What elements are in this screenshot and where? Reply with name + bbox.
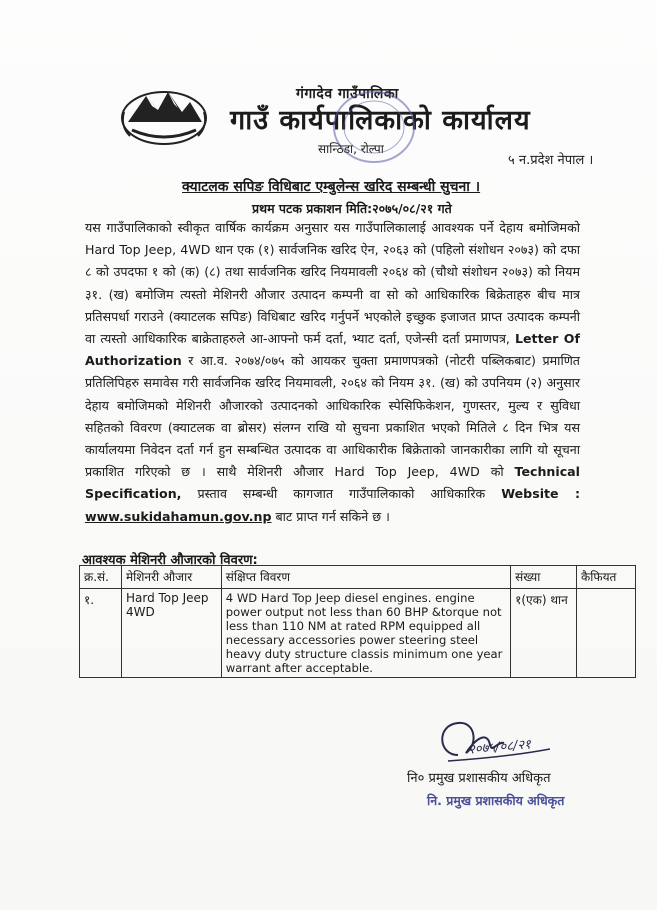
cell-remarks [577, 589, 636, 678]
office-stamp-seal [330, 88, 418, 166]
cell-description: 4 WD Hard Top Jeep diesel engines. engine power output not less than 60 BHP &torque not less than 110 NM at rated RPM equipped all necessary accessories power steering steel heavy duty structure classis minimum one year warrant after acceptable. [221, 589, 510, 678]
signature-date: २०७५/०८/२१ [467, 737, 532, 758]
header-description: संक्षिप्त विवरण [221, 566, 510, 589]
website-link[interactable]: www.sukidahamun.gov.np [85, 508, 272, 524]
cell-sn: १. [80, 589, 122, 678]
notice-paragraph-3: प्रस्ताव सम्बन्धी कागजात गाउँपालिकाको आधिकारिक [197, 486, 486, 502]
cell-item: Hard Top Jeep 4WD [121, 589, 221, 678]
machinery-table [79, 565, 636, 678]
table-header-row [80, 566, 636, 589]
notice-body [85, 217, 580, 528]
province-label: ५ न.प्रदेश नेपाल । [508, 153, 594, 168]
header-item: मेशिनरी औजार [121, 566, 221, 589]
office-location: सान्ठिडा, रोल्पा [318, 142, 384, 156]
cell-quantity: १(एक) थान [511, 589, 577, 678]
signatory-prefix: नि० [407, 771, 425, 786]
header-remarks: कैफियत [577, 566, 636, 589]
notice-paragraph-4: बाट प्राप्त गर्न सकिने छ । [275, 508, 390, 524]
municipality-name: गंगादेव गाउँपालिका [296, 86, 399, 102]
signatory-designation: प्रमुख प्रशासकीय अधिकृत [428, 771, 551, 786]
office-name: गाउँ कार्यपालिकाको कार्यालय [230, 105, 531, 136]
signatory-title [407, 768, 551, 786]
table-row [80, 589, 636, 678]
header-quantity: संख्या [511, 566, 577, 589]
nepal-emblem-logo [118, 82, 210, 148]
header-sn: क्र.सं. [80, 566, 122, 589]
notice-paragraph-2: र आ.व. २०७४/०७५ को आयकर चुक्ता प्रमाणपत्रको (नोटरी पब्लिकबाट) प्रमाणित प्रतिलिपिहरु समावेस गरी सार्वजनिक खरिद नियमावली, २०६४ को नियम ३१. (ख) को उपनियम (२) अनुसार देहाय बमोजिमको मेशिनरी औजारको उत्पादनको आधिकारिक स्पेसिफिकेशन, गुणस्तर, मुल्य र सुविधा सहितको विवरण (क्याटलक वा ब्रोसर) संलग्न राखि यो सुचना प्रकाशित भएको मितिले ८ दिन भित्र यस कार्यालयमा निवेदन दर्ता गर्न हुन सम्बन्धित उत्पादक वा आधिकारीक बिक्रेताको जानकारीका लागि यो सूचना प्रकाशित गरिएको छ । साथै मेशिनरी औजार Hard Top Jeep, 4WD को [85, 353, 580, 480]
letter-of-authorization: Letter Of Authorization [85, 331, 580, 369]
publication-date: प्रथम पटक प्रकाशन मिति:२०७५/०८/२१ गते [252, 201, 452, 216]
technical-specification: Technical Specification, [85, 464, 580, 502]
official-stamp-text: नि. प्रमुख प्रशासकीय अधिकृत [427, 793, 565, 808]
website-label: Website : [501, 486, 580, 502]
notice-paragraph-1: यस गाउँपालिकाको स्वीकृत वार्षिक कार्यक्रम अनुसार यस गाउँपालिकालाई आवश्यक पर्ने देहाय बमोजिमको Hard Top Jeep, 4WD थान एक (१) सार्वजनिक खरिद ऐन, २०६३ को (पहिलो संशोधन २०७३) को दफा ८ को उपदफा १ को (क) (८) तथा सार्वजनिक खरिद नियमावली २०६४ को (चौथो संशोधन २०७३) को नियम ३१. (ख) बमोजिम त्यस्तो मेशिनरी औजार उत्पादन कम्पनी वा सो को आधिकारिक बिक्रेताहरु बीच मात्र प्रतिसपर्धा गराउने (क्याटलक सपिङ) विधिबाट खरिद गर्नुपर्ने भएकोले इच्छुक इजाजत प्राप्त उत्पादक कम्पनी वा त्यस्तो आधिकारिक बाक्रेताहरुले आ-आफ्नो फर्म दर्ता, भ्याट दर्ता, एजेन्सी दर्ता प्रमाणपत्र, [85, 220, 580, 347]
section-title: आवश्यक मेशिनरी औजारको विवरण: [82, 553, 258, 568]
notice-title: क्याटलक सपिङ विधिबाट एम्बुलेन्स खरिद सम्बन्धी सुचना । [182, 179, 481, 195]
